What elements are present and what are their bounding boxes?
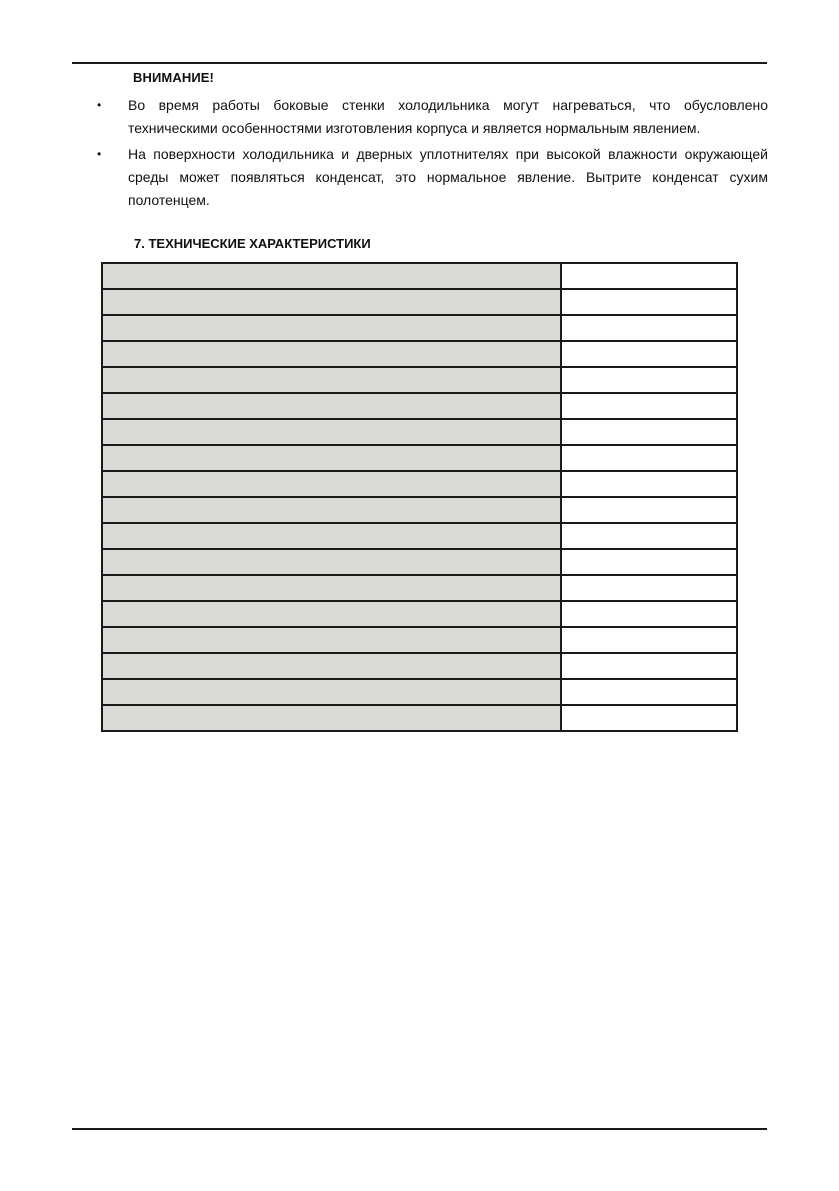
spec-param-cell — [102, 679, 561, 705]
spec-value-cell — [561, 575, 737, 601]
table-row — [102, 601, 737, 627]
header-rule — [72, 62, 767, 64]
spec-table-body — [102, 263, 737, 731]
section-title: 7. ТЕХНИЧЕСКИЕ ХАРАКТЕРИСТИКИ — [134, 236, 371, 251]
spec-value-cell — [561, 497, 737, 523]
table-row — [102, 341, 737, 367]
spec-param-cell — [102, 341, 561, 367]
bullet-icon: • — [97, 98, 102, 112]
table-row — [102, 263, 737, 289]
spec-param-cell — [102, 497, 561, 523]
table-row — [102, 315, 737, 341]
spec-value-cell — [561, 653, 737, 679]
spec-param-cell — [102, 289, 561, 315]
spec-value-cell — [561, 315, 737, 341]
warning-title: ВНИМАНИЕ! — [133, 70, 214, 85]
spec-param-cell — [102, 393, 561, 419]
table-row — [102, 445, 737, 471]
spec-param-cell — [102, 653, 561, 679]
spec-param-cell — [102, 419, 561, 445]
spec-param-cell — [102, 549, 561, 575]
spec-value-cell — [561, 549, 737, 575]
table-row — [102, 289, 737, 315]
spec-value-cell — [561, 523, 737, 549]
spec-param-cell — [102, 523, 561, 549]
spec-value-cell — [561, 445, 737, 471]
table-row — [102, 523, 737, 549]
spec-param-cell — [102, 367, 561, 393]
spec-value-cell — [561, 263, 737, 289]
warning-item — [90, 143, 768, 212]
warning-list — [90, 94, 768, 215]
spec-param-cell — [102, 601, 561, 627]
table-row — [102, 393, 737, 419]
table-row — [102, 419, 737, 445]
table-row — [102, 705, 737, 731]
warning-item-text: Во время работы боковые стенки холодильника могут нагреваться, что обусловлено техническими особенностями изготовления корпуса и является нормальным явлением. — [128, 97, 768, 136]
table-row — [102, 575, 737, 601]
spec-value-cell — [561, 419, 737, 445]
spec-value-cell — [561, 705, 737, 731]
bullet-icon: • — [97, 147, 102, 161]
spec-value-cell — [561, 601, 737, 627]
spec-param-cell — [102, 445, 561, 471]
table-row — [102, 549, 737, 575]
spec-param-cell — [102, 705, 561, 731]
spec-value-cell — [561, 471, 737, 497]
warning-item-text: На поверхности холодильника и дверных уплотнителях при высокой влажности окружающей среды может появляться конденсат, это нормальное явление. Вытрите конденсат сухим полотенцем. — [128, 146, 768, 208]
table-row — [102, 471, 737, 497]
spec-value-cell — [561, 679, 737, 705]
spec-value-cell — [561, 289, 737, 315]
table-row — [102, 497, 737, 523]
spec-value-cell — [561, 393, 737, 419]
spec-param-cell — [102, 575, 561, 601]
table-row — [102, 679, 737, 705]
spec-value-cell — [561, 627, 737, 653]
spec-value-cell — [561, 341, 737, 367]
spec-param-cell — [102, 471, 561, 497]
table-row — [102, 627, 737, 653]
table-row — [102, 653, 737, 679]
spec-param-cell — [102, 263, 561, 289]
warning-item — [90, 94, 768, 140]
table-row — [102, 367, 737, 393]
spec-param-cell — [102, 315, 561, 341]
footer-rule — [72, 1128, 767, 1130]
spec-table — [101, 262, 738, 732]
spec-value-cell — [561, 367, 737, 393]
spec-param-cell — [102, 627, 561, 653]
